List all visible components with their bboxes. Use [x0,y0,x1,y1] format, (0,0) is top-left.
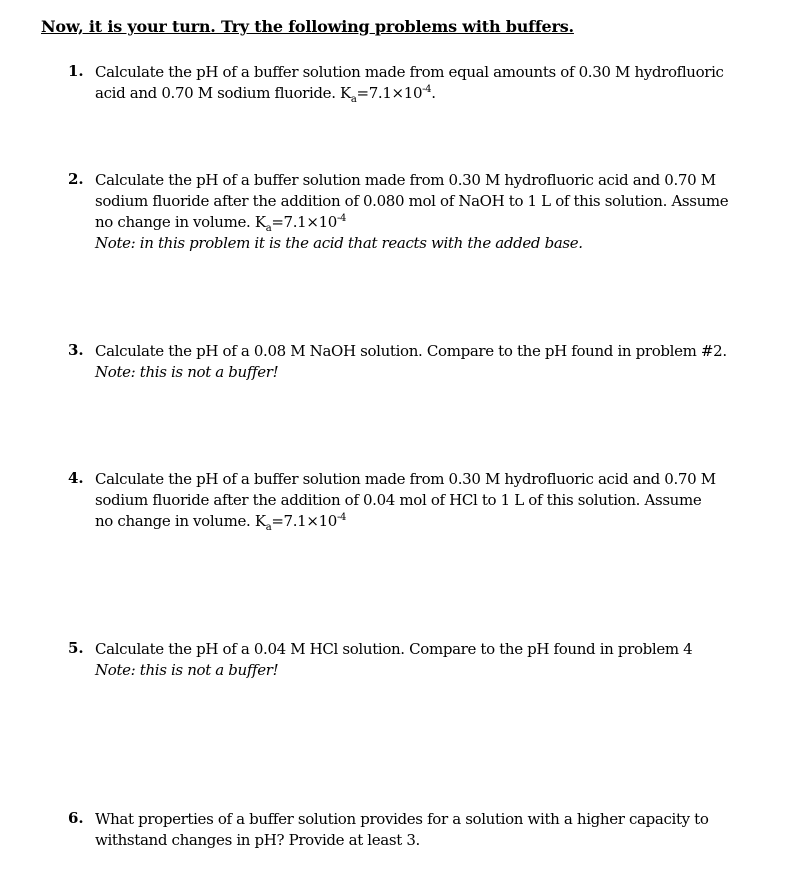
problem-5 [68,639,758,681]
ka-exponent: -4 [336,512,347,523]
ka-subscript: a [265,522,272,533]
problem-4 [68,469,758,532]
problem-note: Note: this is not a buffer! [95,363,279,381]
problem-number: 3. [68,341,84,359]
problem-number: 2. [68,170,84,188]
problem-2 [68,170,758,254]
problem-number: 1. [68,62,84,80]
problem-note: Note: this is not a buffer! [95,661,279,679]
problem-text-line: withstand changes in pH? Provide at least 3. [95,831,420,849]
problem-text-line: Calculate the pH of a buffer solution made from equal amounts of 0.30 M hydrofluoric [95,63,724,81]
problem-text-line-ka: no change in volume. $K_a=7.1\times 10^{-4}$ [95,213,347,234]
problem-number: 4. [68,469,84,487]
problem-number: 6. [68,809,84,827]
problem-text-line-ka: no change in volume. $K_a=7.1\times 10^{-4}$ [95,512,347,533]
problem-text-line: Calculate the pH of a buffer solution made from 0.30 M hydrofluoric acid and 0.70 M [95,470,716,488]
problem-text-line: Calculate the pH of a 0.04 M HCl solution. Compare to the pH found in problem 4 [95,640,693,658]
ka-exponent: -4 [422,84,432,95]
problem-text-line: Calculate the pH of a 0.08 M NaOH solution. Compare to the pH found in problem #2. [95,342,727,360]
problem-number: 5. [68,639,84,657]
ka-subscript: a [350,94,357,105]
problem-text-line-ka: acid and 0.70 M sodium fluoride. $K_a=7.1\times 10^{-4}$. [95,84,436,105]
problem-text-line: Calculate the pH of a buffer solution made from 0.30 M hydrofluoric acid and 0.70 M [95,171,716,189]
problem-text-line: sodium fluoride after the addition of 0.080 mol of NaOH to 1 L of this solution. Assume [95,192,729,210]
ka-subscript: a [265,223,272,234]
problem-text-line: sodium fluoride after the addition of 0.04 mol of HCl to 1 L of this solution. Assume [95,491,702,509]
problem-6 [68,809,758,851]
problem-3 [68,341,758,383]
ka-exponent: -4 [336,213,347,224]
problem-text-line: What properties of a buffer solution provides for a solution with a higher capacity to [95,810,709,828]
problem-1 [68,62,758,104]
problem-note: Note: in this problem it is the acid that reacts with the added base. [95,234,583,252]
worksheet-heading: Now, it is your turn. Try the following problems with buffers. [41,17,574,36]
